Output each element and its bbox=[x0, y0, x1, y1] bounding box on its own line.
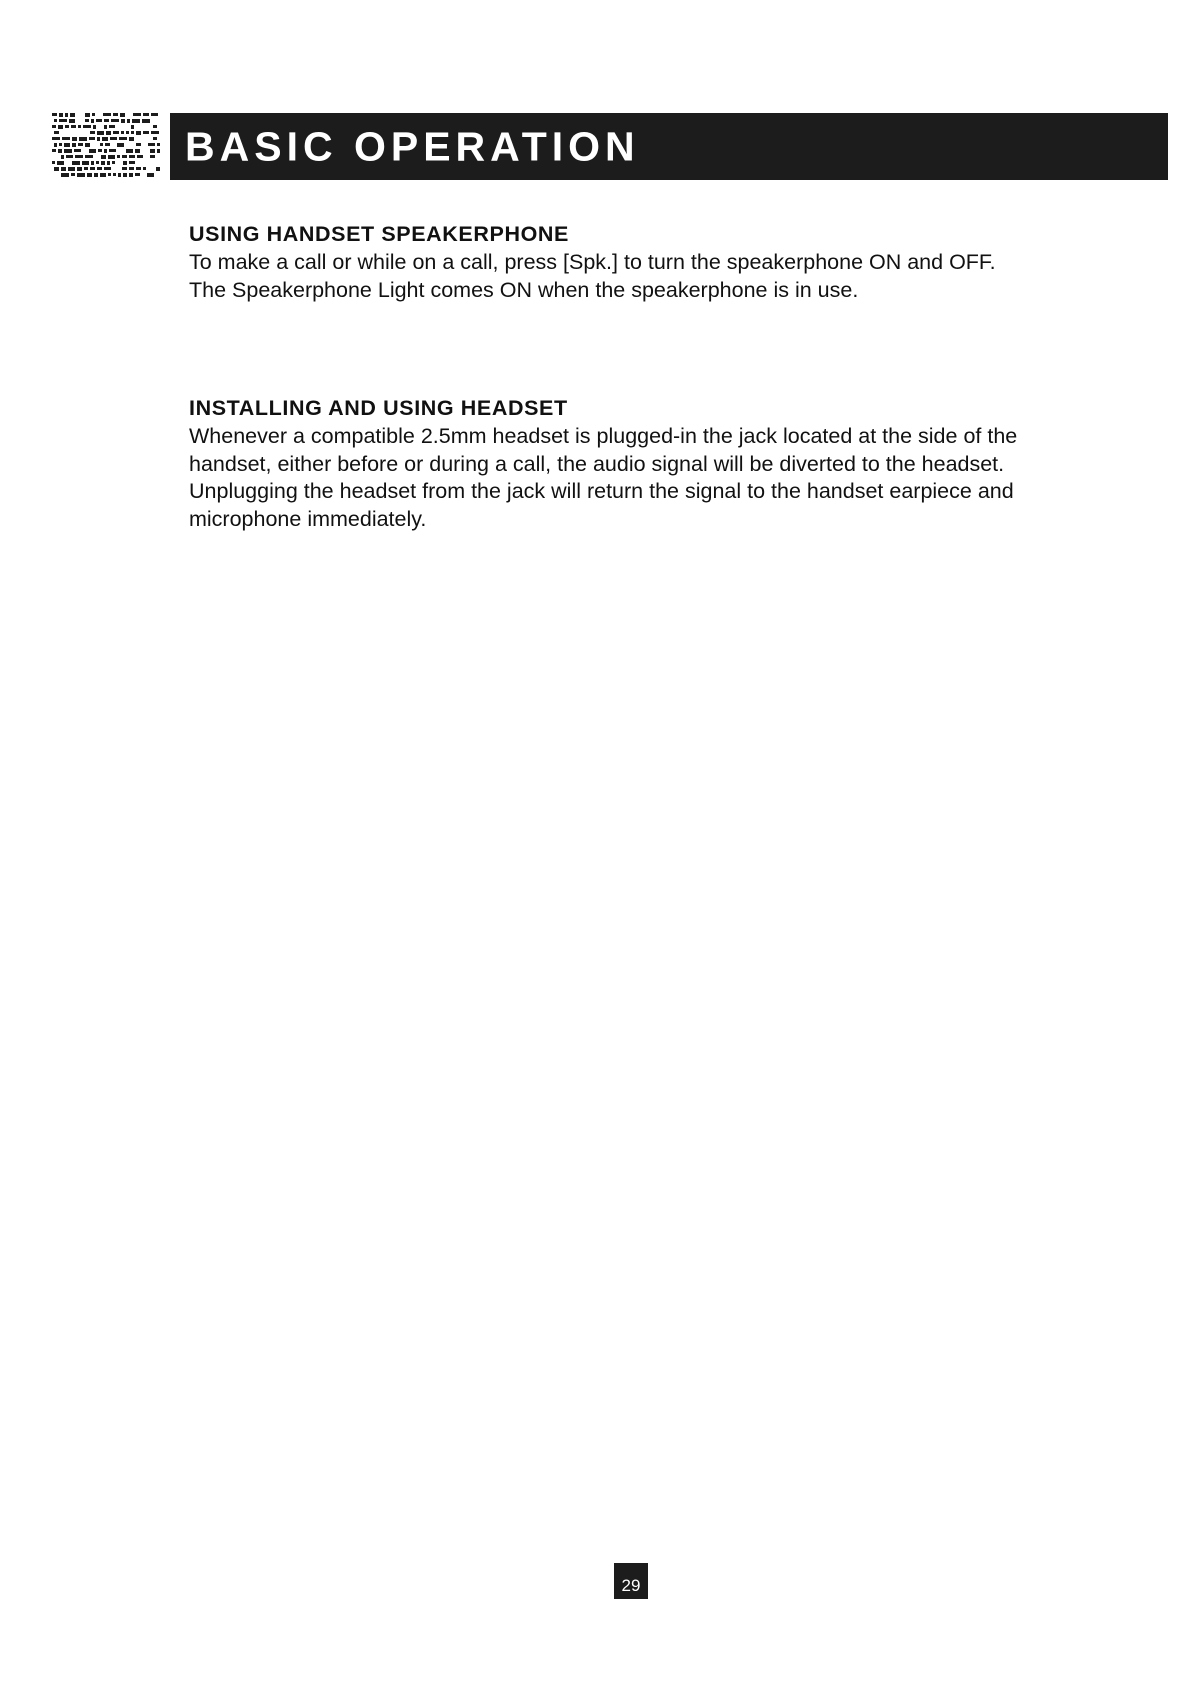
section-handset-speakerphone bbox=[189, 219, 1089, 304]
halftone-pattern-icon bbox=[52, 113, 160, 179]
page-title: BASIC OPERATION bbox=[185, 123, 640, 169]
paragraph-line: The Speakerphone Light comes ON when the speakerphone is in use. bbox=[189, 277, 859, 302]
section-header-bar bbox=[170, 113, 1168, 180]
paragraph-line: microphone immediately. bbox=[189, 506, 427, 531]
section-heading: INSTALLING AND USING HEADSET bbox=[189, 396, 568, 420]
paragraph-line: Unplugging the headset from the jack will return the signal to the handset earpiece and bbox=[189, 479, 1014, 503]
paragraph-line: Whenever a compatible 2.5mm headset is plugged-in the jack located at the side of the bbox=[189, 424, 1018, 448]
paragraph-line: handset, either before or during a call, the audio signal will be diverted to the headset. bbox=[189, 451, 1005, 476]
paragraph-line: To make a call or while on a call, press [Spk.] to turn the speakerphone ON and OFF. bbox=[189, 250, 996, 274]
page-number: 29 bbox=[614, 1563, 648, 1599]
section-heading: USING HANDSET SPEAKERPHONE bbox=[189, 222, 569, 246]
section-installing-headset bbox=[189, 393, 1089, 533]
